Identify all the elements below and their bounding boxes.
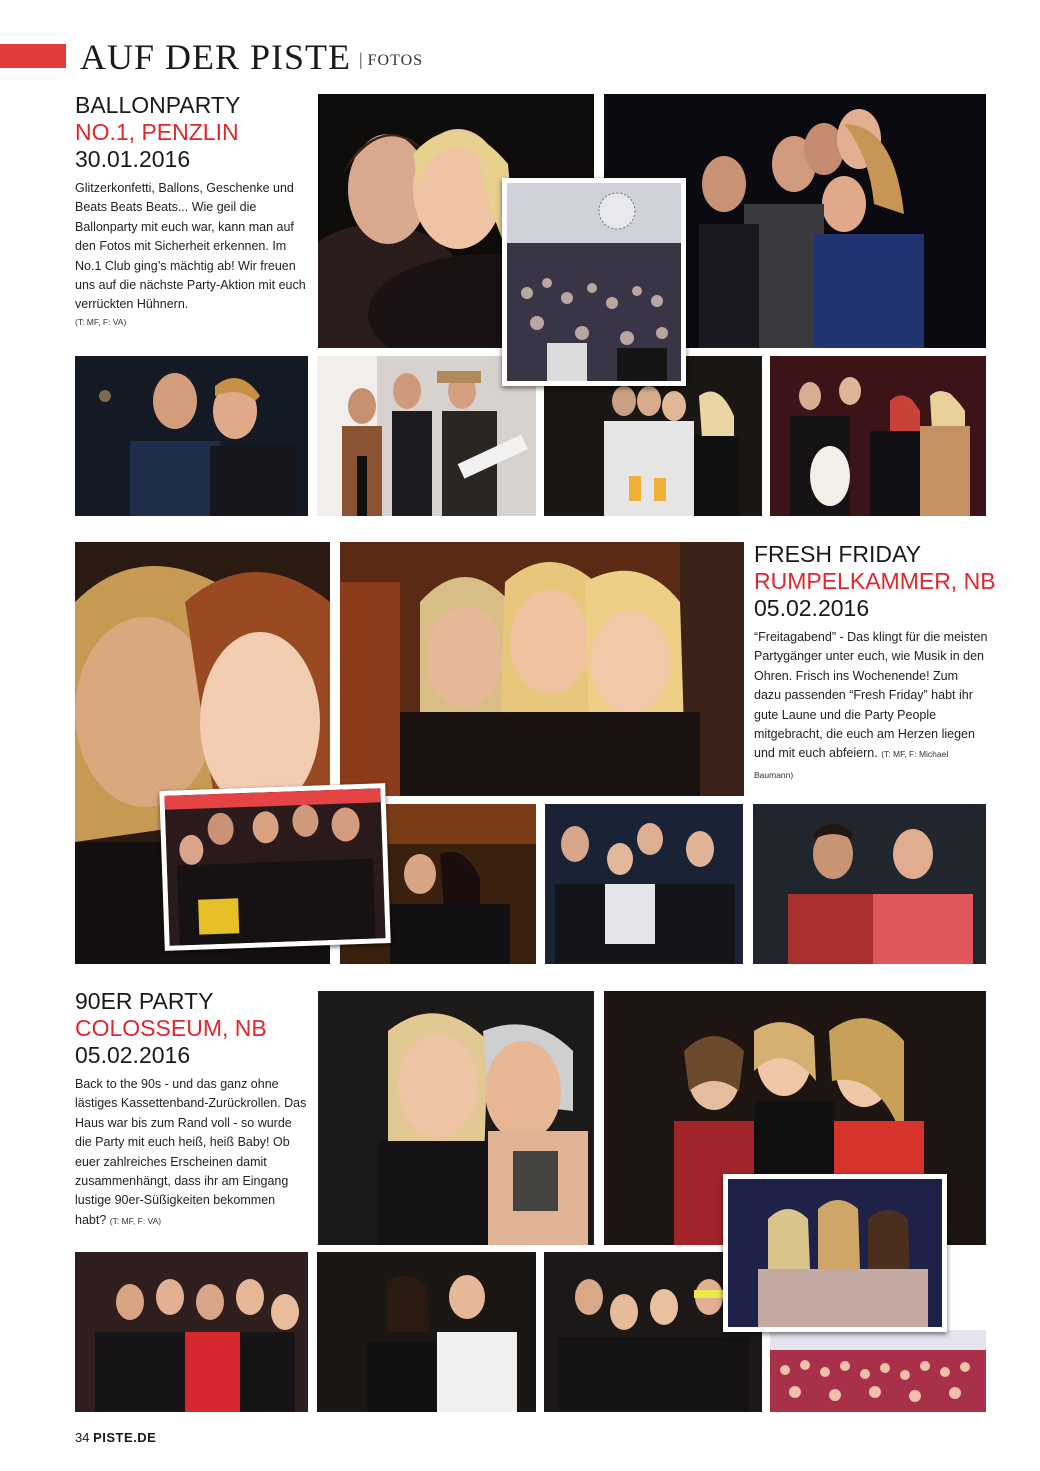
section-venue: COLOSSEUM, NB (75, 1015, 267, 1041)
photo-two-women-kiss-face (318, 991, 594, 1245)
section-credit: (T: MF, F: Michael Baumann) (754, 749, 949, 780)
photo-group-tokyo-shirt (75, 1252, 308, 1412)
section-date: 05.02.2016 (754, 595, 870, 621)
section-date: 30.01.2016 (75, 146, 191, 172)
section-venue: RUMPELKAMMER, NB (754, 568, 996, 594)
section-title: FRESH FRIDAY (754, 541, 921, 567)
photo-two-young-men (753, 804, 986, 964)
section-venue: NO.1, PENZLIN (75, 119, 239, 145)
page-header (80, 36, 423, 78)
photo-couple-white-shirt (317, 1252, 536, 1412)
photo-crowd-disco (502, 178, 686, 386)
section-credit: (T: MF, F: VA) (109, 1215, 162, 1226)
page-footer (75, 1430, 156, 1445)
header-subtitle: FOTOS (367, 52, 424, 69)
header-accent-bar (0, 44, 66, 68)
footer-brand: PISTE.DE (93, 1430, 157, 1445)
photo-group-with-sign (159, 783, 390, 951)
photo-two-guys (75, 356, 308, 516)
section-title: BALLONPARTY (75, 92, 241, 118)
section-date: 05.02.2016 (75, 1042, 191, 1068)
section-ballonparty (75, 92, 311, 327)
section-body: “Freitagabend” - Das klingt für die meisten Partygänger unter euch, wie Musik in den Ohren. Frisch ins Wochenende! Zum dazu passenden “Fresh Friday” habt ihr gute Laune und die Party People mitgebracht, die euch am Herzen liegen und mit euch abfeiern. (T: MF, F: Michael Baumann) (754, 630, 988, 780)
section-90er-party (75, 988, 309, 1231)
header-separator: | (359, 49, 364, 69)
section-title: 90ER PARTY (75, 988, 214, 1014)
section-credit: (T: MF, F: VA) (75, 316, 127, 327)
section-fresh-friday (754, 541, 996, 785)
section-body: Back to the 90s - und das ganz ohne lästiges Kassettenband-Zurückrollen. Das Haus war bis zum Rand voll - so wurde die Party mit euch heiß, heiß Baby! Ob euer zahlreiches Erscheinen damit zusammenhängt, dass ihr am Eingang lustige 90er-Süßigkeiten bekommen habt? (T: MF, F: VA) (75, 1077, 307, 1227)
page-number: 34 (75, 1430, 90, 1445)
photo-three-women (340, 542, 744, 796)
photo-crowd-dancefloor (770, 1330, 986, 1412)
page-title: AUF DER PISTE (80, 37, 352, 77)
photo-three-women-blue (723, 1174, 947, 1332)
section-body: Glitzerkonfetti, Ballons, Geschenke und Beats Beats Beats... Wie geil die Ballonparty mit euch war, kann man auf den Fotos mit Sicherheit erkennen. Im No.1 Club ging’s mächtig ab! Wir freuen uns auf die nächste Party-Aktion mit euch verrückten Hühnern. (75, 181, 306, 312)
photo-women-blue-club (545, 804, 743, 964)
photo-women-group (770, 356, 986, 516)
